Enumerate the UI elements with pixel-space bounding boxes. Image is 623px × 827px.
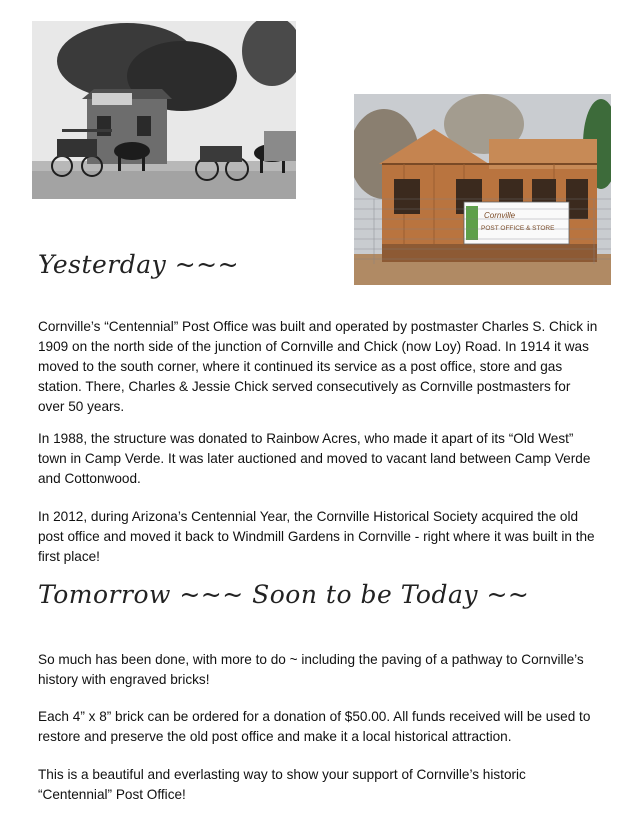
bricks-paragraph-1: So much has been done, with more to do ~ including the paving of a pathway to Cornville’s history with engraved bricks! [38, 652, 584, 687]
historic-photo-graphic [32, 21, 296, 199]
history-paragraph-2: In 1988, the structure was donated to Rainbow Acres, who made it apart of its “Old West” town in Camp Verde. It was later auctioned and moved to vacant land between Camp Verde and Cottonwood. [38, 431, 591, 486]
heading-tomorrow: Tomorrow ~~~ Soon to be Today ~~ [38, 580, 530, 609]
history-paragraph-3: In 2012, during Arizona’s Centennial Year, the Cornville Historical Society acquired the old post office and moved it back to Windmill Gardens in Cornville - right where it was built in the first place! [38, 509, 595, 564]
historic-post-office-photo [32, 21, 296, 199]
restored-photo-graphic [354, 94, 611, 285]
heading-yesterday: Yesterday ~~~ [38, 250, 240, 279]
restored-post-office-photo [354, 94, 611, 285]
bricks-paragraph-3: This is a beautiful and everlasting way to show your support of Cornville’s historic “Centennial” Post Office! [38, 767, 526, 802]
history-paragraph-1: Cornville’s “Centennial” Post Office was built and operated by postmaster Charles S. Chick in 1909 on the north side of the junction of Cornville and Chick (now Loy) Road. In 1914 it was moved to the south corner, where it continued its service as a post office, store and gas station. There, Charles & Jessie Chick served consecutively as Cornville postmasters for over 50 years. [38, 319, 598, 414]
sign-line2: POST OFFICE & STORE [481, 225, 555, 232]
sign-line1: Cornville [484, 211, 516, 220]
bricks-paragraph-2: Each 4” x 8” brick can be ordered for a donation of $50.00. All funds received will be used to restore and preserve the old post office and make it a local historical attraction. [38, 709, 591, 744]
